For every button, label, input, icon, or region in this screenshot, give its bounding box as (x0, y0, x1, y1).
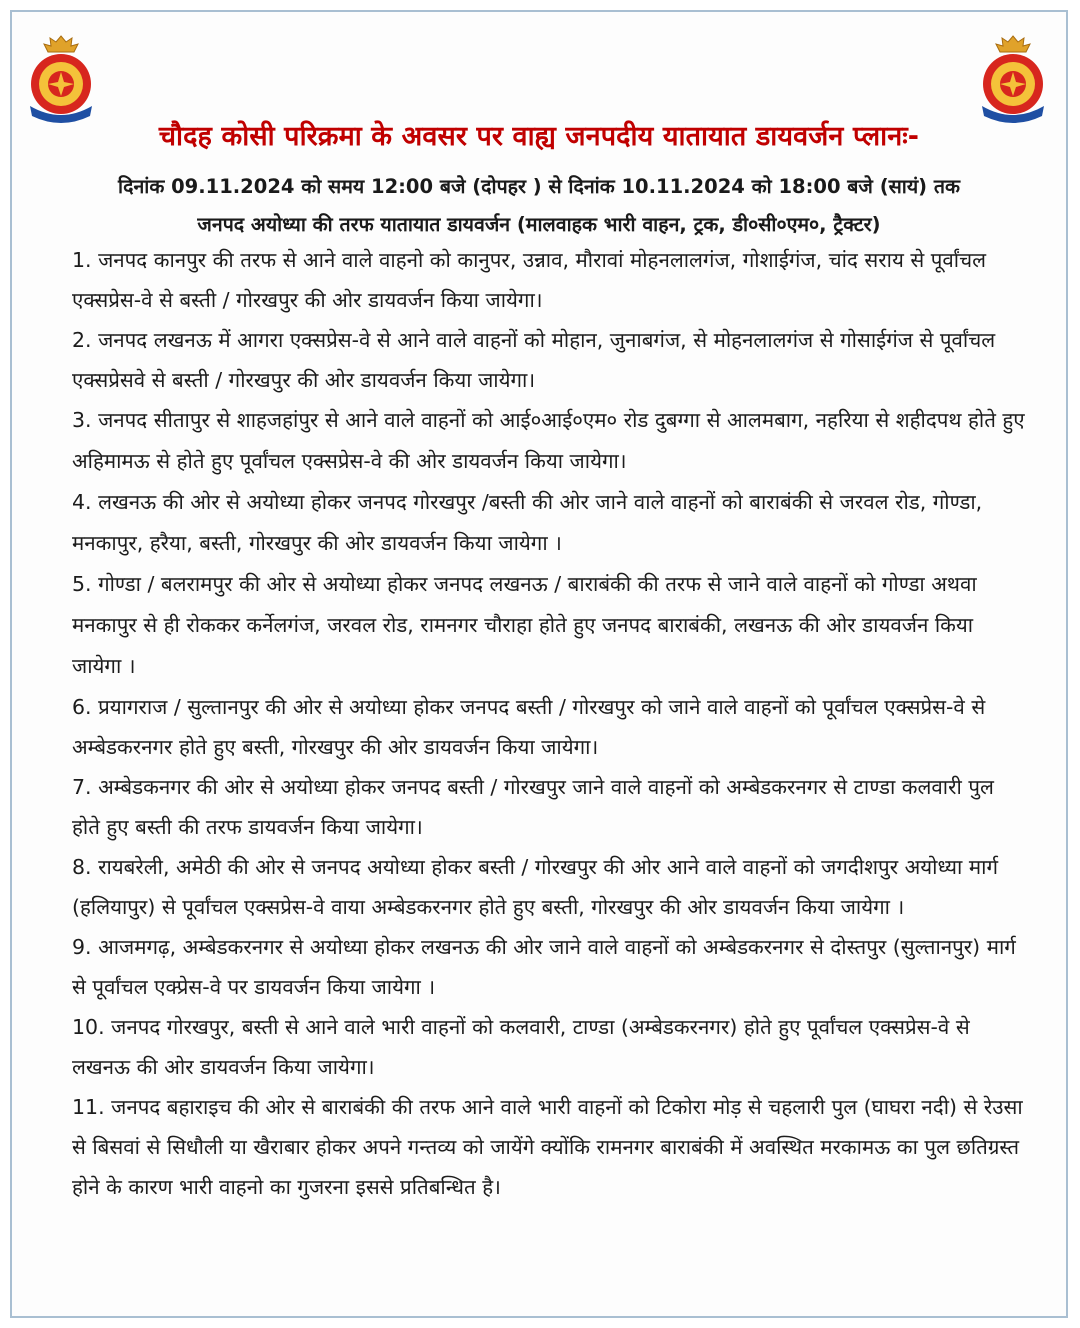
diversion-list (72, 240, 1026, 1207)
notice-title: चौदह कोसी परिक्रमा के अवसर पर वाह्य जनपदीय यातायात डायवर्जन प्लानः- (158, 121, 920, 152)
list-item: 8. रायबरेली, अमेठी की ओर से जनपद अयोध्या होकर बस्ती / गोरखपुर की ओर आने वाले वाहनों को जगदीशपुर अयोध्या मार्ग (हलियापुर) से पूर्वांचल एक्सप्रेस-वे वाया अम्बेडकरनगर होते हुए बस्ती, गोरखपुर की ओर डायवर्जन किया जायेगा । (72, 855, 998, 919)
list-item: 7. अम्बेडकनगर की ओर से अयोध्या होकर जनपद बस्ती / गोरखपुर जाने वाले वाहनों को अम्बेडकरनगर से टाण्डा कलवारी पुल होते हुए बस्ती की तरफ डायवर्जन किया जायेगा। (72, 775, 994, 839)
list-item: 6. प्रयागराज / सुल्तानपुर की ओर से अयोध्या होकर जनपद बस्ती / गोरखपुर को जाने वाले वाहनों को पूर्वांचल एक्सप्रेस-वे से अम्बेडकरनगर होते हुए बस्ती, गोरखपुर की ओर डायवर्जन किया जायेगा। (72, 695, 986, 759)
up-police-emblem-icon (22, 32, 100, 128)
list-item: 11. जनपद बहाराइच की ओर से बाराबंकी की तरफ आने वाले भारी वाहनों को टिकोरा मोड़ से चहलारी पुल (घाघरा नदी) से रेउसा से बिसवां से सिधौली या खैराबार होकर अपने गन्तव्य को जायेंगे क्योंकि रामनगर बाराबंकी में अवस्थित मरकामऊ का पुल छतिग्रस्त होने के कारण भारी वाहनो का गुजरना इससे प्रतिबन्धित है। (72, 1095, 1023, 1199)
date-line: दिनांक 09.11.2024 को समय 12:00 बजे (दोपहर ) से दिनांक 10.11.2024 को 18:00 बजे (सायं) तक (118, 175, 960, 198)
list-item: 3. जनपद सीतापुर से शाहजहांपुर से आने वाले वाहनों को आई०आई०एम० रोड दुबग्गा से आलमबाग, नहरिया से शहीदपथ होते हुए अहिमामऊ से होते हुए पूर्वांचल एक्सप्रेस-वे की ओर डायवर्जन किया जायेगा। (72, 408, 1025, 473)
list-item: 10. जनपद गोरखपुर, बस्ती से आने वाले भारी वाहनों को कलवारी, टाण्डा (अम्बेडकरनगर) होते हुए पूर्वांचल एक्सप्रेस-वे से लखनऊ की ओर डायवर्जन किया जायेगा। (72, 1015, 970, 1079)
scope-line: जनपद अयोध्या की तरफ यातायात डायवर्जन (मालवाहक भारी वाहन, ट्रक, डी०सी०एम०, ट्रैक्टर) (197, 213, 881, 236)
up-police-emblem-icon (974, 32, 1052, 128)
list-item: 2. जनपद लखनऊ में आगरा एक्सप्रेस-वे से आने वाले वाहनों को मोहान, जुनाबगंज, से मोहनलालगंज से गोसाईगंज से पूर्वांचल एक्सप्रेसवे से बस्ती / गोरखपुर की ओर डायवर्जन किया जायेगा। (72, 328, 996, 392)
list-item: 1. जनपद कानपुर की तरफ से आने वाले वाहनो को कानुपर, उन्नाव, मौरावां मोहनलालगंज, गोशाईगंज, चांद सराय से पूर्वांचल एक्सप्रेस-वे से बस्ती / गोरखपुर की ओर डायवर्जन किया जायेगा। (72, 248, 986, 312)
list-item: 5. गोण्डा / बलरामपुर की ओर से अयोध्या होकर जनपद लखनऊ / बाराबंकी की तरफ से जाने वाले वाहनों को गोण्डा अथवा मनकापुर से ही रोककर कर्नेलगंज, जरवल रोड, रामनगर चौराहा होते हुए जनपद बाराबंकी, लखनऊ की ओर डायवर्जन किया जायेगा । (72, 572, 977, 678)
list-item: 4. लखनऊ की ओर से अयोध्या होकर जनपद गोरखपुर /बस्ती की ओर जाने वाले वाहनों को बाराबंकी से जरवल रोड, गोण्डा, मनकापुर, हरैया, बस्ती, गोरखपुर की ओर डायवर्जन किया जायेगा । (72, 490, 983, 555)
notice-document (10, 10, 1068, 1318)
list-item: 9. आजमगढ़, अम्बेडकरनगर से अयोध्या होकर लखनऊ की ओर जाने वाले वाहनों को अम्बेडकरनगर से दोस्तपुर (सुल्तानपुर) मार्ग से पूर्वांचल एक्प्रेस-वे पर डायवर्जन किया जायेगा । (72, 935, 1016, 999)
